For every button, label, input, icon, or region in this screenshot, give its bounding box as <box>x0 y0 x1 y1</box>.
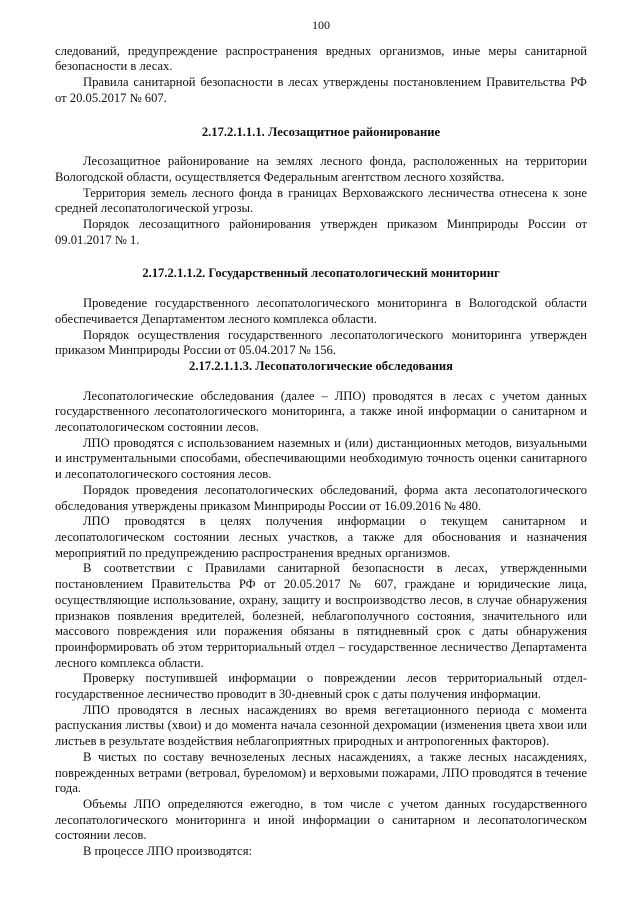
surveys-paragraph-4: ЛПО проводятся в целях получения информации о текущем санитарном и лесопатологическом состоянии лесных участков, а также для обоснования и назначения мероприятий по предупреждению распространения вредных организмов. <box>55 514 587 560</box>
surveys-paragraph-8: В чистых по составу вечнозеленых лесных насаждениях, а также лесных насаждениях, поврежденных ветрами (ветровал, буреломом) и верховыми пожарами, ЛПО проводятся в течение года. <box>55 749 587 796</box>
section-heading-monitoring: 2.17.2.1.1.2. Государственный лесопатологический мониторинг <box>142 266 500 281</box>
section-heading-zoning: 2.17.2.1.1.1. Лесозащитное районирование <box>201 124 441 139</box>
zoning-paragraph-3: Порядок лесозащитного районирования утвержден приказом Минприроды России от 09.01.2017 № 1. <box>55 217 587 247</box>
zoning-paragraph-2: Территория земель лесного фонда в границах Верховажского лесничества отнесена к зоне средней лесопатологической угрозы. <box>55 185 587 216</box>
surveys-paragraph-3: Порядок проведения лесопатологических обследований, форма акта лесопатологического обследования утверждены приказом Минприроды России от 16.09.2016 № 480. <box>55 482 587 513</box>
monitoring-paragraph-2: Порядок осуществления государственного лесопатологического мониторинга утвержден приказом Минприроды России от 05.04.2017 № 156. <box>55 327 587 358</box>
section-heading-surveys: 2.17.2.1.1.3. Лесопатологические обследования <box>189 358 453 373</box>
document-page <box>55 18 587 860</box>
surveys-paragraph-6: Проверку поступившей информации о повреждении лесов территориальный отдел-государственное лесничество проводит в 30-дневный срок с даты получения информации. <box>55 671 587 702</box>
intro-paragraph-1: следований, предупреждение распространения вредных организмов, иные меры санитарной безопасности в лесах. <box>55 43 587 74</box>
surveys-paragraph-2: ЛПО проводятся с использованием наземных и (или) дистанционных методов, визуальными и инструментальными способами, обеспечивающими необходимую точность оценки санитарного и лесопатологического состояния лесов. <box>55 435 587 482</box>
surveys-paragraph-10: В процессе ЛПО производятся: <box>83 844 253 859</box>
surveys-paragraph-9: Объемы ЛПО определяются ежегодно, в том числе с учетом данных государственного лесопатологического мониторинга и иной информации о санитарном и лесопатологическом состоянии лесов. <box>55 796 587 843</box>
monitoring-paragraph-1: Проведение государственного лесопатологического мониторинга в Вологодской области обеспечивается Департаментом лесного комплекса области. <box>55 296 587 326</box>
surveys-paragraph-1: Лесопатологические обследования (далее – ЛПО) проводятся в лесах с учетом данных государственного лесопатологического мониторинга, а также иной информации о санитарном и лесопатологическом состоянии лесов. <box>55 388 587 435</box>
page-number: 100 <box>312 18 330 32</box>
surveys-paragraph-7: ЛПО проводятся в лесных насаждениях во время вегетационного периода с момента распускания листвы (хвои) и до момента начала сезонной дехромации (изменения цвета хвои или листьев в результате воздействия неблагоприятных природных и антропогенных факторов). <box>55 702 587 749</box>
zoning-paragraph-1: Лесозащитное районирование на землях лесного фонда, расположенных на территории Вологодской области, осуществляется Федеральным агентством лесного хозяйства. <box>55 154 587 184</box>
intro-paragraph-2: Правила санитарной безопасности в лесах утверждены постановлением Правительства РФ от 20.05.2017 № 607. <box>55 75 587 105</box>
surveys-paragraph-5: В соответствии с Правилами санитарной безопасности в лесах, утвержденными постановлением Правительства РФ от 20.05.2017 № 607, граждане и юридические лица, осуществляющие использование, охрану, защиту и воспроизводство лесов, в случае обнаружения признаков появления вредителей, болезней, неблагополучного состояния, значительного или массового повреждения или поражения обязаны в пятидневный срок с даты обнаружения проинформировать об этом территориальный отдел – государственное лесничество Департамента лесного комплекса области. <box>55 561 587 670</box>
